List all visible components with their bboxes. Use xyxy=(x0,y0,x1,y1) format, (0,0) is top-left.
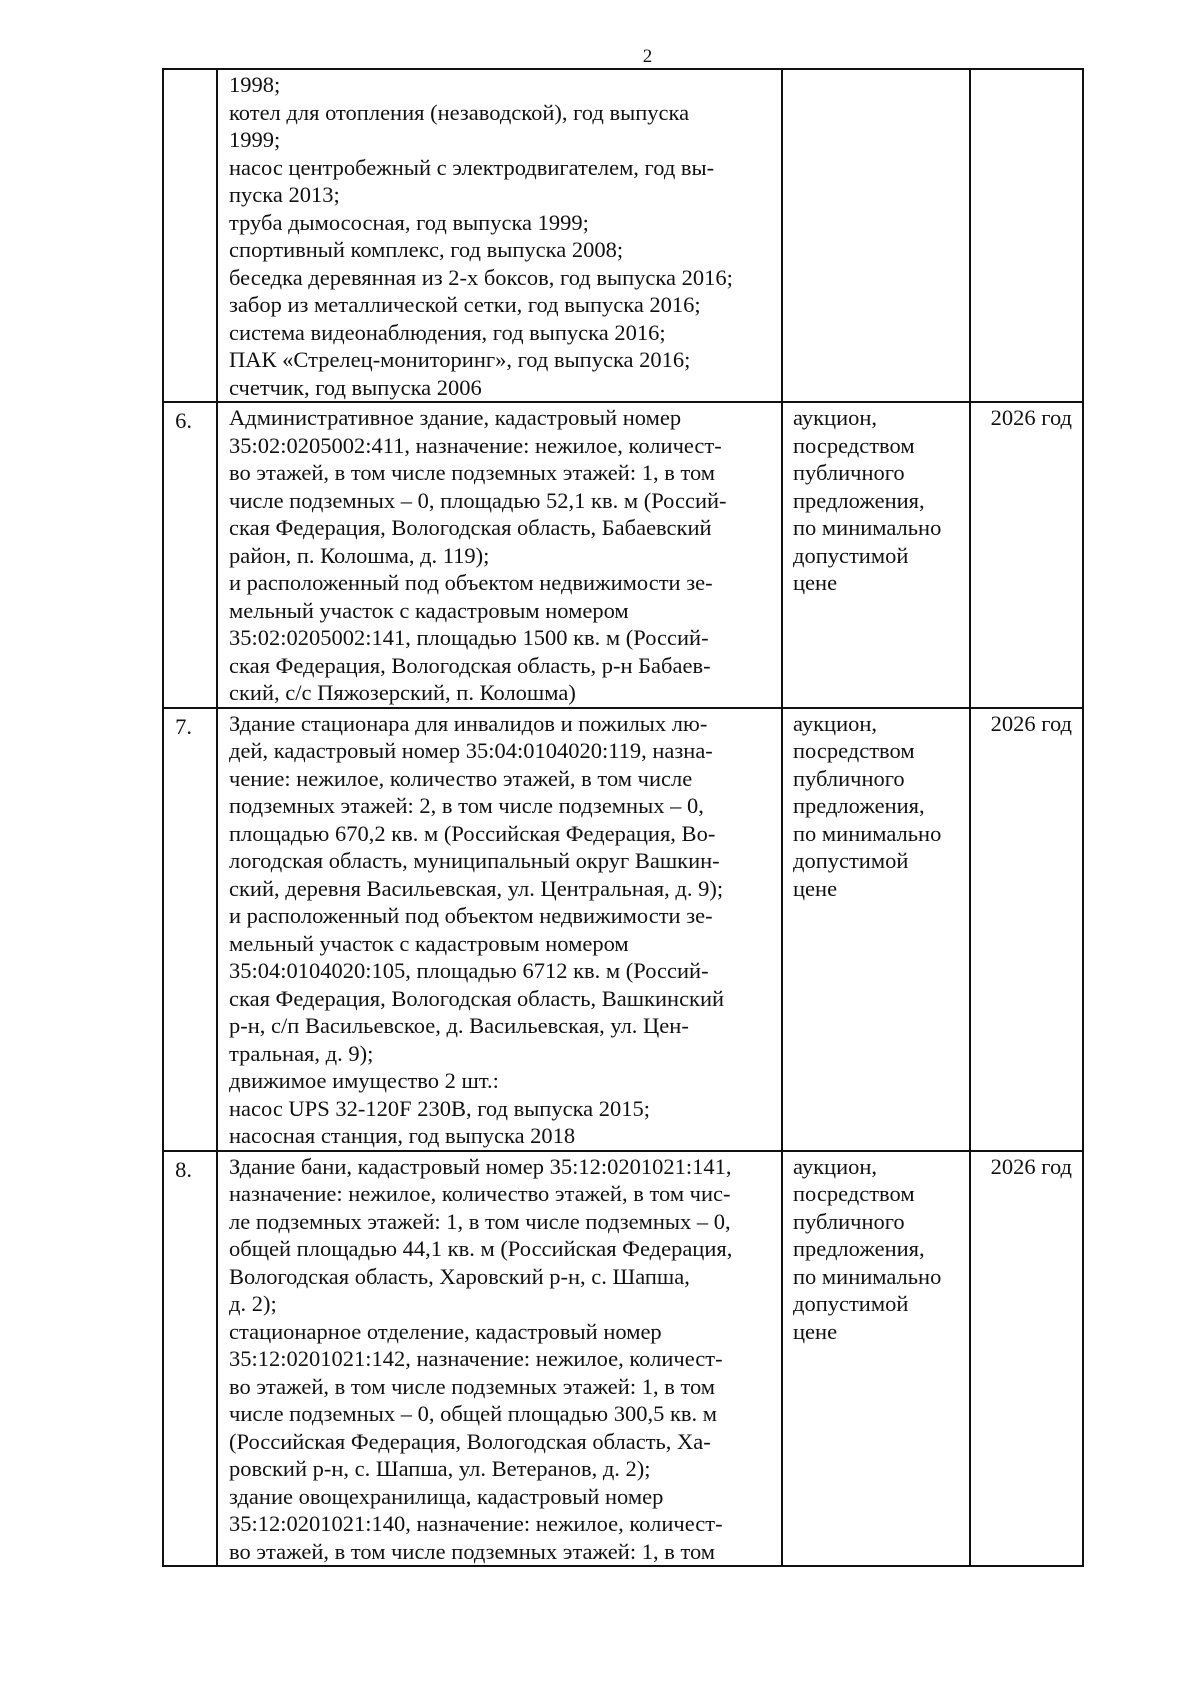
description-line: общей площадью 44,1 кв. м (Российская Федерация, xyxy=(229,1236,733,1261)
row-number xyxy=(163,69,217,402)
sale-method-line: посредством xyxy=(793,738,915,763)
description-line: и расположенный под объектом недвижимости зе- xyxy=(229,903,713,928)
property-description xyxy=(217,1151,782,1567)
sale-method xyxy=(782,1151,970,1567)
privatization-year: 2026 год xyxy=(970,402,1083,708)
description-line: 35:02:0205002:141, площадью 1500 кв. м (Россий- xyxy=(229,625,709,650)
sale-method-line: по минимально xyxy=(793,1263,942,1289)
description-line: во этажей, в том числе подземных этажей: 1, в том xyxy=(229,1373,716,1399)
description-line: чение: нежилое, количество этажей, в том числе xyxy=(229,765,693,791)
property-table xyxy=(162,68,1084,1567)
table-row xyxy=(163,69,1083,402)
description-line: 35:04:0104020:105, площадью 6712 кв. м (Россий- xyxy=(229,958,709,983)
description-line: во этажей, в том числе подземных этажей: 1, в том xyxy=(229,1538,716,1564)
description-line: площадью 670,2 кв. м (Российская Федерация, Во- xyxy=(229,820,716,846)
description-line: здание овощехранилища, кадастровый номер xyxy=(229,1483,664,1509)
sale-method-line: посредством xyxy=(793,1181,915,1206)
property-description xyxy=(217,69,782,402)
table-row xyxy=(163,1151,1083,1567)
description-line: котел для отопления (незаводской), год выпуска xyxy=(229,99,690,125)
description-line: во этажей, в том числе подземных этажей: 1, в том xyxy=(229,460,716,485)
row-number: 7. xyxy=(163,708,217,1151)
table-row xyxy=(163,708,1083,1151)
sale-method xyxy=(782,69,970,402)
description-line: мельный участок с кадастровым номером xyxy=(229,930,629,956)
description-line: ская Федерация, Вологодская область, р-н Бабаев- xyxy=(229,652,711,678)
sale-method-line: по минимально xyxy=(793,515,942,540)
description-line: 35:12:0201021:140, назначение: нежилое, количест- xyxy=(229,1511,723,1536)
table-body xyxy=(163,69,1083,1566)
description-line: числе подземных – 0, площадью 52,1 кв. м (Россий- xyxy=(229,487,727,513)
description-line: забор из металлической сетки, год выпуска 2016; xyxy=(229,292,701,317)
description-line: труба дымососная, год выпуска 1999; xyxy=(229,209,589,235)
table-row xyxy=(163,402,1083,708)
sale-method-line: аукцион, xyxy=(793,710,878,736)
row-number: 8. xyxy=(163,1151,217,1567)
description-line: числе подземных – 0, общей площадью 300,5 кв. м xyxy=(229,1401,718,1426)
description-line: спортивный комплекс, год выпуска 2008; xyxy=(229,237,624,262)
description-line: район, п. Колошма, д. 119); xyxy=(229,542,490,568)
sale-method-line: посредством xyxy=(793,432,915,458)
sale-method-line: по минимально xyxy=(793,820,942,846)
sale-method-line: публичного xyxy=(793,765,905,791)
sale-method-line: допустимой xyxy=(793,1291,909,1316)
description-line: пуска 2013; xyxy=(229,182,340,207)
privatization-year: 2026 год xyxy=(970,1151,1083,1567)
description-line: ровский р-н, с. Шапша, ул. Ветеранов, д. 2); xyxy=(229,1456,651,1481)
description-line: стационарное отделение, кадастровый номер xyxy=(229,1318,662,1344)
description-line: и расположенный под объектом недвижимости зе- xyxy=(229,570,713,595)
description-line: ская Федерация, Вологодская область, Бабаевский xyxy=(229,515,712,540)
description-line: назначение: нежилое, количество этажей, в том чис- xyxy=(229,1181,731,1206)
description-line: (Российская Федерация, Вологодская область, Ха- xyxy=(229,1428,711,1454)
description-line: Административное здание, кадастровый номер xyxy=(229,405,682,430)
description-line: логодская область, муниципальный округ Вашкин- xyxy=(229,848,720,873)
description-line: насос центробежный с электродвигателем, год вы- xyxy=(229,154,715,180)
description-line: мельный участок с кадастровым номером xyxy=(229,597,629,623)
description-line: дей, кадастровый номер 35:04:0104020:119, назна- xyxy=(229,738,713,763)
sale-method-line: предложения, xyxy=(793,1236,925,1261)
sale-method-line: публичного xyxy=(793,1208,905,1234)
sale-method-line: допустимой xyxy=(793,848,909,873)
sale-method-line: предложения, xyxy=(793,793,925,818)
description-line: 1999; xyxy=(229,127,281,152)
privatization-year: 2026 год xyxy=(970,708,1083,1151)
sale-method-line: публичного xyxy=(793,460,905,485)
description-line: движимое имущество 2 шт.: xyxy=(229,1068,499,1093)
description-line: ПАК «Стрелец-мониторинг», год выпуска 2016; xyxy=(229,347,691,372)
description-line: ский, деревня Васильевская, ул. Центральная, д. 9); xyxy=(229,875,724,901)
description-line: 1998; xyxy=(229,72,281,97)
sale-method-line: аукцион, xyxy=(793,1153,878,1179)
sale-method xyxy=(782,402,970,708)
description-line: ле подземных этажей: 1, в том числе подземных – 0, xyxy=(229,1208,731,1234)
page-number: 2 xyxy=(642,46,653,67)
property-description xyxy=(217,402,782,708)
property-description xyxy=(217,708,782,1151)
sale-method-line: цене xyxy=(793,875,838,901)
privatization-year xyxy=(970,69,1083,402)
description-line: Здание бани, кадастровый номер 35:12:0201021:141, xyxy=(229,1153,732,1179)
row-number: 6. xyxy=(163,402,217,708)
description-line: подземных этажей: 2, в том числе подземных – 0, xyxy=(229,793,704,818)
sale-method xyxy=(782,708,970,1151)
description-line: тральная, д. 9); xyxy=(229,1040,374,1066)
description-line: насос UPS 32-120F 230В, год выпуска 2015; xyxy=(229,1095,651,1121)
description-line: 35:02:0205002:411, назначение: нежилое, количест- xyxy=(229,432,722,458)
description-line: ская Федерация, Вологодская область, Вашкинский xyxy=(229,985,725,1011)
description-line: насосная станция, год выпуска 2018 xyxy=(229,1123,576,1148)
sale-method-line: предложения, xyxy=(793,487,925,513)
description-line: Вологодская область, Харовский р-н, с. Шапша, xyxy=(229,1263,690,1289)
description-line: система видеонаблюдения, год выпуска 2016; xyxy=(229,319,666,345)
description-line: счетчик, год выпуска 2006 xyxy=(229,374,482,400)
description-line: беседка деревянная из 2-х боксов, год выпуска 2016; xyxy=(229,264,733,290)
sale-method-line: цене xyxy=(793,1318,838,1344)
description-line: р-н, с/п Васильевское, д. Васильевская, ул. Цен- xyxy=(229,1013,689,1038)
description-line: Здание стационара для инвалидов и пожилых лю- xyxy=(229,710,708,736)
sale-method-line: аукцион, xyxy=(793,405,878,430)
description-line: ский, с/с Пяжозерский, п. Колошма) xyxy=(229,680,576,705)
sale-method-line: допустимой xyxy=(793,542,909,568)
description-line: 35:12:0201021:142, назначение: нежилое, количест- xyxy=(229,1346,723,1371)
sale-method-line: цене xyxy=(793,570,838,595)
description-line: д. 2); xyxy=(229,1291,277,1316)
